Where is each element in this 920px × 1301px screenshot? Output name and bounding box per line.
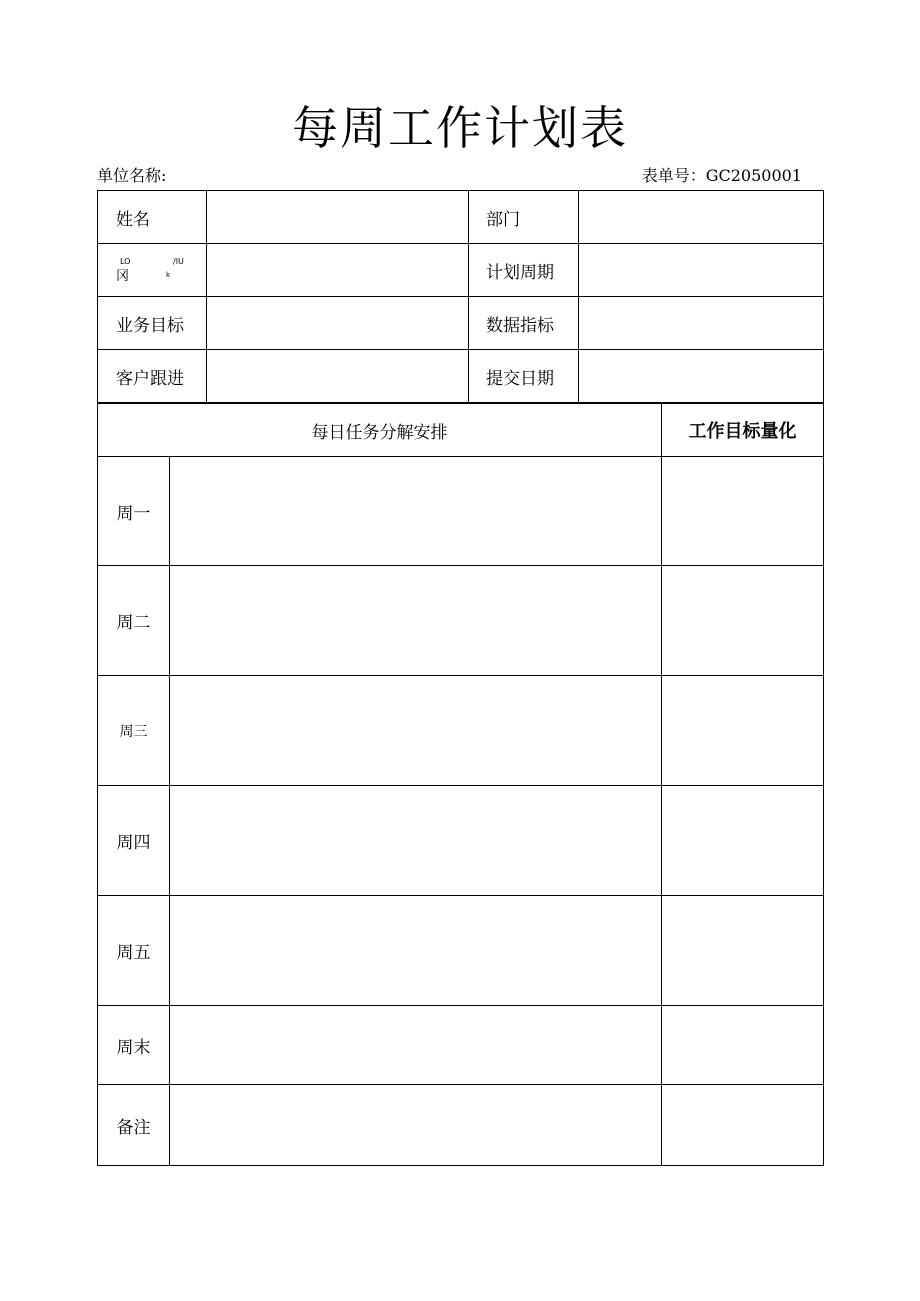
unit-name-label: 单位名称:: [97, 166, 167, 185]
plan-period-field[interactable]: [579, 244, 824, 297]
daily-tasks-header: 每日任务分解安排: [98, 404, 662, 457]
quant-cell-friday[interactable]: [662, 896, 824, 1006]
day-row-friday: [98, 896, 824, 1006]
plan-header-row: [98, 404, 824, 457]
day-label-tuesday: 周二: [98, 566, 170, 676]
remarks-label: 备注: [98, 1085, 170, 1166]
day-row-monday: [98, 457, 824, 566]
info-row-position: [98, 244, 824, 297]
remarks-row: [98, 1085, 824, 1166]
name-label: 姓名: [98, 191, 207, 244]
quant-cell-weekend[interactable]: [662, 1006, 824, 1085]
department-field[interactable]: [579, 191, 824, 244]
quant-cell-wednesday[interactable]: [662, 676, 824, 786]
info-row-name: [98, 191, 824, 244]
day-label-monday: 周一: [98, 457, 170, 566]
name-field[interactable]: [207, 191, 469, 244]
day-row-tuesday: [98, 566, 824, 676]
submit-date-field[interactable]: [579, 350, 824, 403]
position-field[interactable]: [207, 244, 469, 297]
remarks-quant-cell[interactable]: [662, 1085, 824, 1166]
info-row-goal: [98, 297, 824, 350]
plan-table: [97, 403, 824, 1166]
day-row-thursday: [98, 786, 824, 896]
client-followup-field[interactable]: [207, 350, 469, 403]
task-cell-friday[interactable]: [170, 896, 662, 1006]
task-cell-monday[interactable]: [170, 457, 662, 566]
day-label-wednesday: 周三: [98, 676, 170, 786]
garbled-text-c: 冈: [116, 269, 130, 284]
task-cell-weekend[interactable]: [170, 1006, 662, 1085]
day-label-thursday: 周四: [98, 786, 170, 896]
client-followup-label: 客户跟进: [98, 350, 207, 403]
task-cell-wednesday[interactable]: [170, 676, 662, 786]
submit-date-label: 提交日期: [469, 350, 579, 403]
day-label-friday: 周五: [98, 896, 170, 1006]
department-label: 部门: [469, 191, 579, 244]
quant-cell-tuesday[interactable]: [662, 566, 824, 676]
form-number: 表单号：GC2050001: [641, 166, 802, 185]
info-table: [97, 190, 824, 403]
day-label-weekend: 周末: [98, 1006, 170, 1085]
garbled-text-d: k: [166, 271, 171, 279]
task-cell-thursday[interactable]: [170, 786, 662, 896]
garbled-label: [98, 244, 206, 296]
quant-cell-monday[interactable]: [662, 457, 824, 566]
data-metric-label: 数据指标: [469, 297, 579, 350]
info-row-client: [98, 350, 824, 403]
day-row-weekend: [98, 1006, 824, 1085]
garbled-label-cell: [98, 244, 207, 297]
business-goal-label: 业务目标: [98, 297, 207, 350]
quant-cell-thursday[interactable]: [662, 786, 824, 896]
remarks-cell[interactable]: [170, 1085, 662, 1166]
page-title: 每周工作计划表: [292, 101, 628, 155]
goal-quant-header: 工作目标量化: [662, 404, 824, 457]
data-metric-field[interactable]: [579, 297, 824, 350]
plan-period-label: 计划周期: [469, 244, 579, 297]
garbled-text-a: LO: [120, 257, 131, 266]
task-cell-tuesday[interactable]: [170, 566, 662, 676]
day-row-wednesday: [98, 676, 824, 786]
garbled-text-b: /IU: [173, 257, 184, 266]
business-goal-field[interactable]: [207, 297, 469, 350]
